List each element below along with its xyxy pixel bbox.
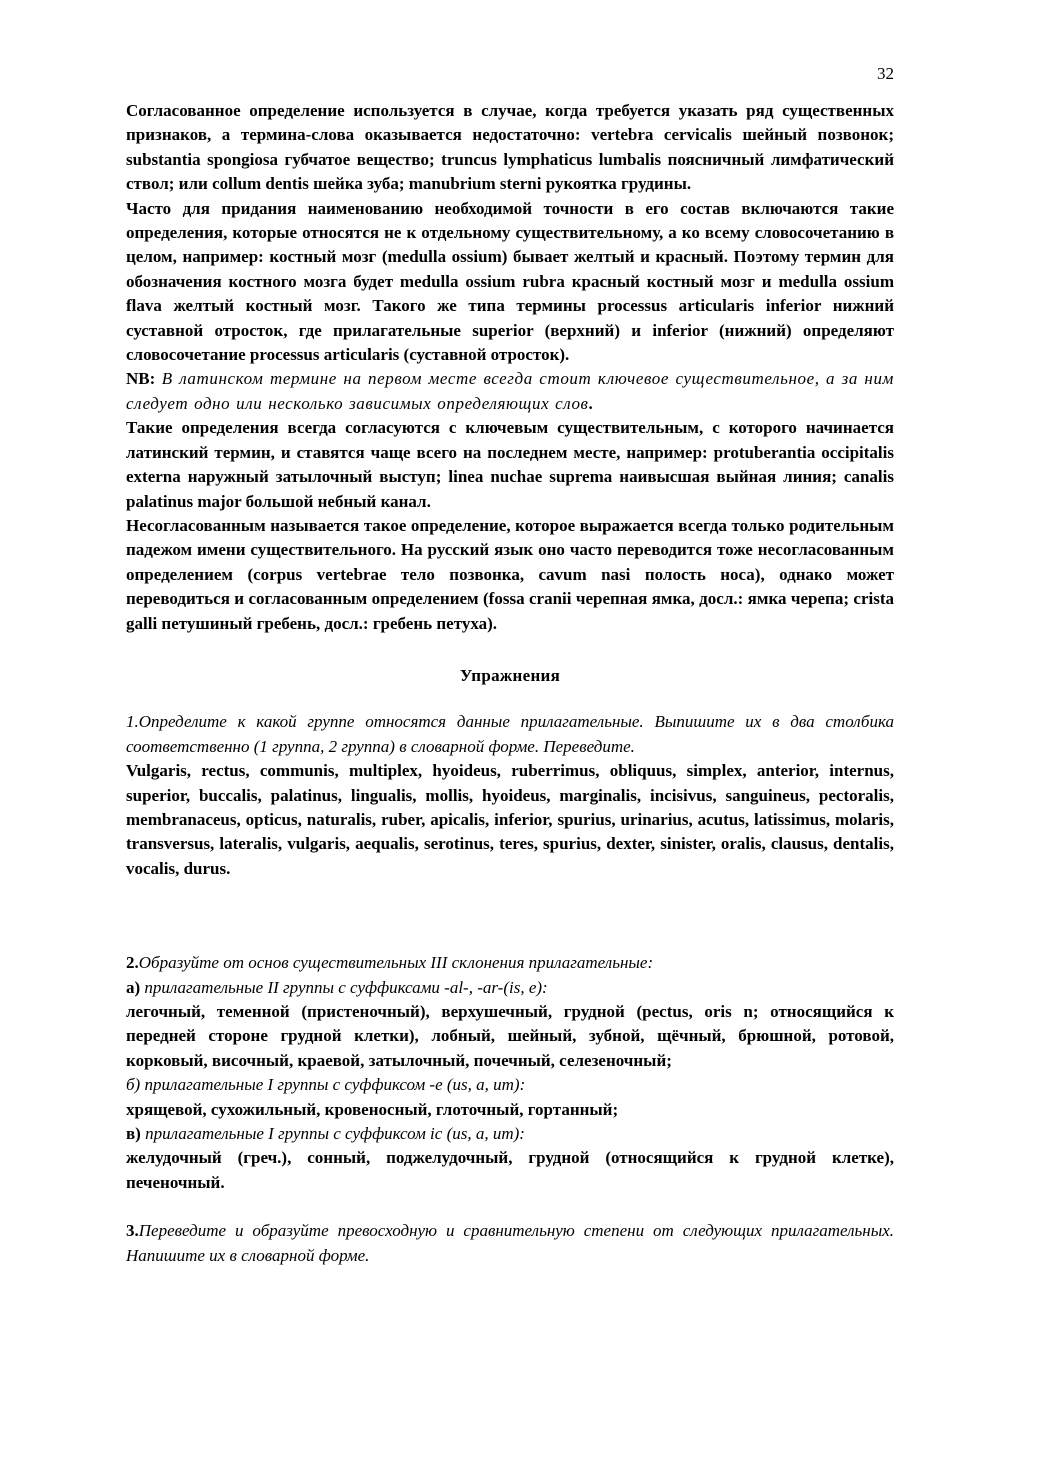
exercise-2b-words: хрящевой, сухожильный, кровеносный, глоточный, гортанный; <box>126 1099 619 1119</box>
nb-label: NB: <box>126 369 156 389</box>
exercise-3-task <box>126 1219 894 1268</box>
exercise-2a-words: легочный, теменной (пристеночный), верхушечный, грудной (pectus, oris n; относящийся к передней стороне грудной клетки), лобный, шейный, зубной, щёчный, брюшной, ротовой, корковый, височный, краевой, затылочный, почечный, селезеночный; <box>126 1002 894 1070</box>
exercise-3-instruction: Переведите и образуйте превосходную и сравнительную степени от следующих прилагательных. Напишите их в словарной форме. <box>126 1221 894 1265</box>
exercise-2-number: 2. <box>126 953 139 973</box>
exercise-2c-task <box>126 1122 894 1146</box>
nb-text: В латинском термине на первом месте всегда стоит ключевое существительное, а за ним следует одно или несколько зависимых определяющих слов <box>126 369 894 413</box>
document-body <box>126 99 894 1268</box>
exercise-2c-label: в) <box>126 1124 141 1144</box>
paragraph-agreement-rules: Такие определения всегда согласуются с ключевым существительным, с которого начинается латинский термин, и ставятся чаще всего на последнем месте, например: protuberantia occipitalis externa наружный затылочный выступ; linea nuchae suprema наивысшая выйная линия; canalis palatinus major большой небный канал. <box>126 418 894 511</box>
exercise-2a-instruction: прилагательные II группы с суффиксами -al-, -ar-(is, e): <box>140 977 548 997</box>
exercise-2c-instruction: прилагательные I группы с суффиксом ic (us, a, um): <box>140 1124 525 1144</box>
paragraph-agreed-definition: Согласованное определение используется в случае, когда требуется указать ряд существенных признаков, а термина-слова оказывается недостаточно: vertebra cervicalis шейный позвонок; substantia spongiosa губчатое вещество; truncus lymphaticus lumbalis поясничный лимфатический ствол; или collum dentis шейка зуба; manubrium sterni рукоятка грудины. <box>126 101 894 194</box>
exercise-1-task: 1.Определите к какой группе относятся данные прилагательные. Выпишите их в два столбика соответственно (1 группа, 2 группа) в словарной форме. Переведите. <box>126 712 894 756</box>
paragraph-precision-definitions: Часто для придания наименованию необходимой точности в его состав включаются такие определения, которые относятся не к отдельному существительному, а ко всему словосочетанию в целом, например: костный мозг (medulla ossium) бывает желтый и красный. Поэтому термин для обозначения костного мозга будет medulla ossium rubra красный костный мозг и medulla ossium flava желтый костный мозг. Такого же типа термины processus articularis inferior нижний суставной отросток, где прилагательные superior (верхний) и inferior (нижний) определяют словосочетание processus articularis (суставной отросток). <box>126 198 894 365</box>
nb-end: . <box>588 393 593 413</box>
page-number: 32 <box>877 64 894 83</box>
spacer <box>126 1195 894 1219</box>
exercise-2a-task <box>126 976 894 1000</box>
exercise-2b-task: б) прилагательные I группы с суффиксом -e (us, a, um): <box>126 1075 526 1095</box>
nb-note <box>126 367 894 416</box>
exercises-heading: Упражнения <box>459 665 561 685</box>
paragraph-nonagreed-definition: Несогласованным называется такое определение, которое выражается всегда только родительным падежом имени существительного. На русский язык оно часто переводится тоже несогласованным определением (corpus vertebrae тело позвонка, cavum nasi полость носа), однако может переводиться и согласованным определением (fossa cranii черепная ямка, досл.: ямка черепа; crista galli петушиный гребень, досл.: гребень петуха). <box>126 515 894 633</box>
exercise-2-task <box>126 951 894 975</box>
exercise-3-number: 3. <box>126 1221 139 1241</box>
exercise-1-words: Vulgaris, rectus, communis, multiplex, hyoideus, ruberrimus, obliquus, simplex, anterior, internus, superior, buccalis, palatinus, lingualis, mollis, hyoideus, marginalis, incisivus, sanguineus, pectoralis, membranaceus, opticus, naturalis, ruber, apicalis, inferior, spurius, urinarius, acutus, latissimus, molaris, transversus, lateralis, vulgaris, aequalis, serotinus, teres, spurius, dexter, sinister, oralis, clausus, dentalis, vocalis, durus. <box>126 761 894 878</box>
exercise-2c-words: желудочный (греч.), сонный, поджелудочный, грудной (относящийся к грудной клетке), печеночный. <box>126 1148 894 1192</box>
exercise-2a-label: а) <box>126 977 141 997</box>
exercise-2-instruction: Образуйте от основ существительных III склонения прилагательные: <box>138 953 654 973</box>
spacer <box>126 881 894 951</box>
